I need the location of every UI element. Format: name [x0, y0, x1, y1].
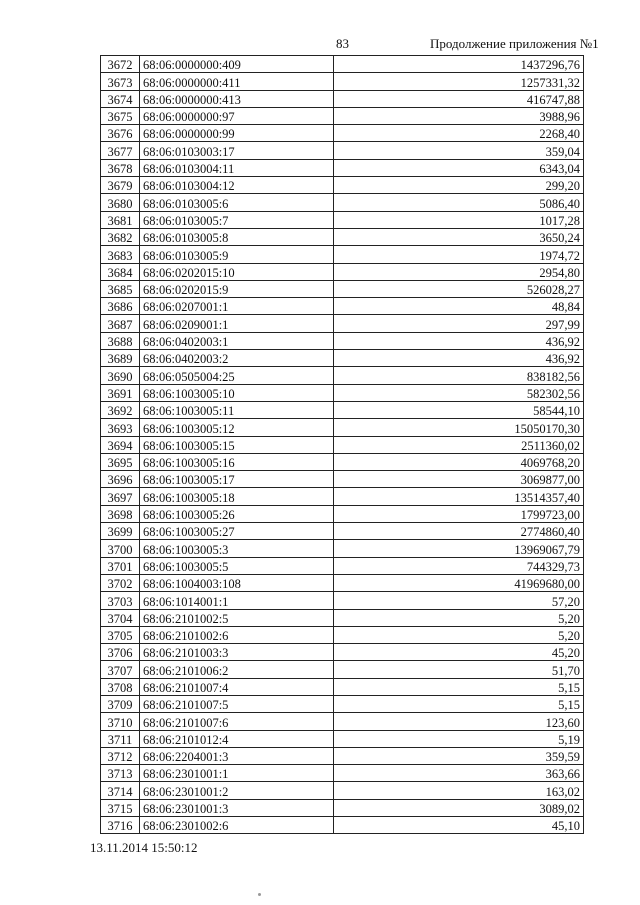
cadastral-number: 68:06:0402003:2: [140, 350, 334, 367]
table-row: [101, 471, 584, 488]
cadastral-number: 68:06:1003005:17: [140, 471, 334, 488]
cadastral-number: 68:06:0103004:11: [140, 159, 334, 176]
cadastral-number: 68:06:0209001:1: [140, 315, 334, 332]
cadastral-number: 68:06:1003005:10: [140, 384, 334, 401]
table-row: [101, 626, 584, 643]
row-number: 3675: [101, 107, 140, 124]
table-row: [101, 73, 584, 90]
cadastral-number: 68:06:0000000:97: [140, 107, 334, 124]
row-number: 3691: [101, 384, 140, 401]
table-row: [101, 453, 584, 470]
appendix-title: Продолжение приложения №1: [430, 36, 599, 51]
cadastral-number: 68:06:2101007:6: [140, 713, 334, 730]
cadastral-value: 3089,02: [334, 799, 584, 816]
table-row: [101, 574, 584, 591]
cadastral-value: 1799723,00: [334, 505, 584, 522]
cadastral-number: 68:06:0202015:9: [140, 280, 334, 297]
table-row: [101, 263, 584, 280]
table-row: [101, 177, 584, 194]
cadastral-number: 68:06:1003005:5: [140, 557, 334, 574]
cadastral-value: 41969680,00: [334, 574, 584, 591]
cadastral-value: 2774860,40: [334, 523, 584, 540]
row-number: 3683: [101, 246, 140, 263]
table-row: [101, 782, 584, 799]
cadastral-number: 68:06:2204001:3: [140, 747, 334, 764]
cadastral-number: 68:06:2101003:3: [140, 644, 334, 661]
cadastral-value: 123,60: [334, 713, 584, 730]
cadastral-number: 68:06:0000000:411: [140, 73, 334, 90]
cadastral-number: 68:06:0402003:1: [140, 332, 334, 349]
cadastral-number: 68:06:1003005:11: [140, 401, 334, 418]
row-number: 3692: [101, 401, 140, 418]
registry-table: [100, 55, 584, 834]
cadastral-value: 3069877,00: [334, 471, 584, 488]
cadastral-number: 68:06:2301002:6: [140, 817, 334, 834]
row-number: 3676: [101, 125, 140, 142]
row-number: 3688: [101, 332, 140, 349]
cadastral-number: 68:06:1003005:3: [140, 540, 334, 557]
cadastral-number: 68:06:2101012:4: [140, 730, 334, 747]
row-number: 3689: [101, 350, 140, 367]
cadastral-value: 4069768,20: [334, 453, 584, 470]
row-number: 3698: [101, 505, 140, 522]
row-number: 3716: [101, 817, 140, 834]
cadastral-value: 3988,96: [334, 107, 584, 124]
table-row: [101, 765, 584, 782]
row-number: 3700: [101, 540, 140, 557]
cadastral-number: 68:06:2101002:6: [140, 626, 334, 643]
table-row: [101, 211, 584, 228]
table-row: [101, 332, 584, 349]
row-number: 3673: [101, 73, 140, 90]
cadastral-number: 68:06:1003005:16: [140, 453, 334, 470]
cadastral-value: 1017,28: [334, 211, 584, 228]
row-number: 3715: [101, 799, 140, 816]
cadastral-number: 68:06:2101007:5: [140, 695, 334, 712]
table-row: [101, 505, 584, 522]
cadastral-value: 58544,10: [334, 401, 584, 418]
table-row: [101, 315, 584, 332]
cadastral-value: 163,02: [334, 782, 584, 799]
row-number: 3682: [101, 228, 140, 245]
table-row: [101, 609, 584, 626]
row-number: 3714: [101, 782, 140, 799]
table-row: [101, 246, 584, 263]
table-row: [101, 695, 584, 712]
table-row: [101, 644, 584, 661]
row-number: 3711: [101, 730, 140, 747]
cadastral-number: 68:06:1004003:108: [140, 574, 334, 591]
cadastral-number: 68:06:2101002:5: [140, 609, 334, 626]
row-number: 3710: [101, 713, 140, 730]
row-number: 3706: [101, 644, 140, 661]
row-number: 3685: [101, 280, 140, 297]
cadastral-value: 2954,80: [334, 263, 584, 280]
cadastral-value: 359,59: [334, 747, 584, 764]
row-number: 3684: [101, 263, 140, 280]
cadastral-value: 45,20: [334, 644, 584, 661]
table-row: [101, 56, 584, 73]
table-row: [101, 350, 584, 367]
row-number: 3705: [101, 626, 140, 643]
row-number: 3697: [101, 488, 140, 505]
table-row: [101, 142, 584, 159]
cadastral-number: 68:06:2101006:2: [140, 661, 334, 678]
row-number: 3680: [101, 194, 140, 211]
cadastral-number: 68:06:0202015:10: [140, 263, 334, 280]
cadastral-value: 5,19: [334, 730, 584, 747]
row-number: 3678: [101, 159, 140, 176]
cadastral-value: 359,04: [334, 142, 584, 159]
cadastral-value: 299,20: [334, 177, 584, 194]
cadastral-value: 2268,40: [334, 125, 584, 142]
row-number: 3699: [101, 523, 140, 540]
cadastral-number: 68:06:0103005:7: [140, 211, 334, 228]
cadastral-number: 68:06:1003005:27: [140, 523, 334, 540]
row-number: 3687: [101, 315, 140, 332]
cadastral-value: 363,66: [334, 765, 584, 782]
row-number: 3701: [101, 557, 140, 574]
cadastral-value: 1974,72: [334, 246, 584, 263]
registry-table-body: [101, 56, 584, 834]
cadastral-number: 68:06:2301001:3: [140, 799, 334, 816]
row-number: 3704: [101, 609, 140, 626]
cadastral-number: 68:06:0103005:8: [140, 228, 334, 245]
table-row: [101, 713, 584, 730]
table-row: [101, 280, 584, 297]
table-row: [101, 419, 584, 436]
table-row: [101, 799, 584, 816]
row-number: 3679: [101, 177, 140, 194]
cadastral-number: 68:06:0505004:25: [140, 367, 334, 384]
cadastral-number: 68:06:2301001:2: [140, 782, 334, 799]
row-number: 3694: [101, 436, 140, 453]
row-number: 3702: [101, 574, 140, 591]
table-row: [101, 107, 584, 124]
cadastral-value: 13514357,40: [334, 488, 584, 505]
cadastral-value: 45,10: [334, 817, 584, 834]
row-number: 3703: [101, 592, 140, 609]
table-row: [101, 540, 584, 557]
cadastral-value: 436,92: [334, 332, 584, 349]
cadastral-value: 5,15: [334, 695, 584, 712]
cadastral-number: 68:06:2101007:4: [140, 678, 334, 695]
cadastral-number: 68:06:0207001:1: [140, 298, 334, 315]
cadastral-number: 68:06:1014001:1: [140, 592, 334, 609]
table-row: [101, 678, 584, 695]
cadastral-value: 51,70: [334, 661, 584, 678]
table-row: [101, 159, 584, 176]
row-number: 3686: [101, 298, 140, 315]
row-number: 3693: [101, 419, 140, 436]
table-row: [101, 747, 584, 764]
row-number: 3709: [101, 695, 140, 712]
row-number: 3707: [101, 661, 140, 678]
cadastral-value: 582302,56: [334, 384, 584, 401]
table-row: [101, 436, 584, 453]
cadastral-number: 68:06:0103005:6: [140, 194, 334, 211]
table-row: [101, 488, 584, 505]
cadastral-value: 57,20: [334, 592, 584, 609]
cadastral-value: 5,15: [334, 678, 584, 695]
table-row: [101, 90, 584, 107]
cadastral-value: 744329,73: [334, 557, 584, 574]
table-row: [101, 592, 584, 609]
cadastral-value: 6343,04: [334, 159, 584, 176]
cadastral-value: 416747,88: [334, 90, 584, 107]
cadastral-value: 838182,56: [334, 367, 584, 384]
cadastral-number: 68:06:1003005:12: [140, 419, 334, 436]
cadastral-value: 297,99: [334, 315, 584, 332]
table-row: [101, 194, 584, 211]
row-number: 3713: [101, 765, 140, 782]
cadastral-value: 1437296,76: [334, 56, 584, 73]
cadastral-number: 68:06:1003005:15: [140, 436, 334, 453]
row-number: 3677: [101, 142, 140, 159]
row-number: 3681: [101, 211, 140, 228]
cadastral-value: 48,84: [334, 298, 584, 315]
cadastral-value: 13969067,79: [334, 540, 584, 557]
cadastral-value: 1257331,32: [334, 73, 584, 90]
cadastral-number: 68:06:1003005:26: [140, 505, 334, 522]
table-row: [101, 817, 584, 834]
table-row: [101, 367, 584, 384]
table-row: [101, 228, 584, 245]
row-number: 3712: [101, 747, 140, 764]
row-number: 3695: [101, 453, 140, 470]
row-number: 3690: [101, 367, 140, 384]
cadastral-value: 3650,24: [334, 228, 584, 245]
table-row: [101, 557, 584, 574]
row-number: 3674: [101, 90, 140, 107]
table-row: [101, 125, 584, 142]
cadastral-number: 68:06:0000000:413: [140, 90, 334, 107]
table-row: [101, 730, 584, 747]
cadastral-number: 68:06:0103004:12: [140, 177, 334, 194]
cadastral-number: 68:06:0000000:99: [140, 125, 334, 142]
cadastral-value: 5086,40: [334, 194, 584, 211]
table-row: [101, 384, 584, 401]
row-number: 3672: [101, 56, 140, 73]
cadastral-value: 5,20: [334, 609, 584, 626]
cadastral-value: 526028,27: [334, 280, 584, 297]
cadastral-number: 68:06:0103003:17: [140, 142, 334, 159]
cadastral-number: 68:06:0000000:409: [140, 56, 334, 73]
cadastral-value: 5,20: [334, 626, 584, 643]
cadastral-number: 68:06:0103005:9: [140, 246, 334, 263]
cadastral-value: 2511360,02: [334, 436, 584, 453]
scan-mark: [258, 893, 261, 896]
table-row: [101, 401, 584, 418]
page-number: 83: [336, 36, 349, 51]
row-number: 3708: [101, 678, 140, 695]
cadastral-number: 68:06:1003005:18: [140, 488, 334, 505]
print-timestamp: 13.11.2014 15:50:12: [90, 840, 198, 855]
row-number: 3696: [101, 471, 140, 488]
cadastral-value: 436,92: [334, 350, 584, 367]
cadastral-number: 68:06:2301001:1: [140, 765, 334, 782]
table-row: [101, 523, 584, 540]
cadastral-value: 15050170,30: [334, 419, 584, 436]
table-row: [101, 661, 584, 678]
table-row: [101, 298, 584, 315]
